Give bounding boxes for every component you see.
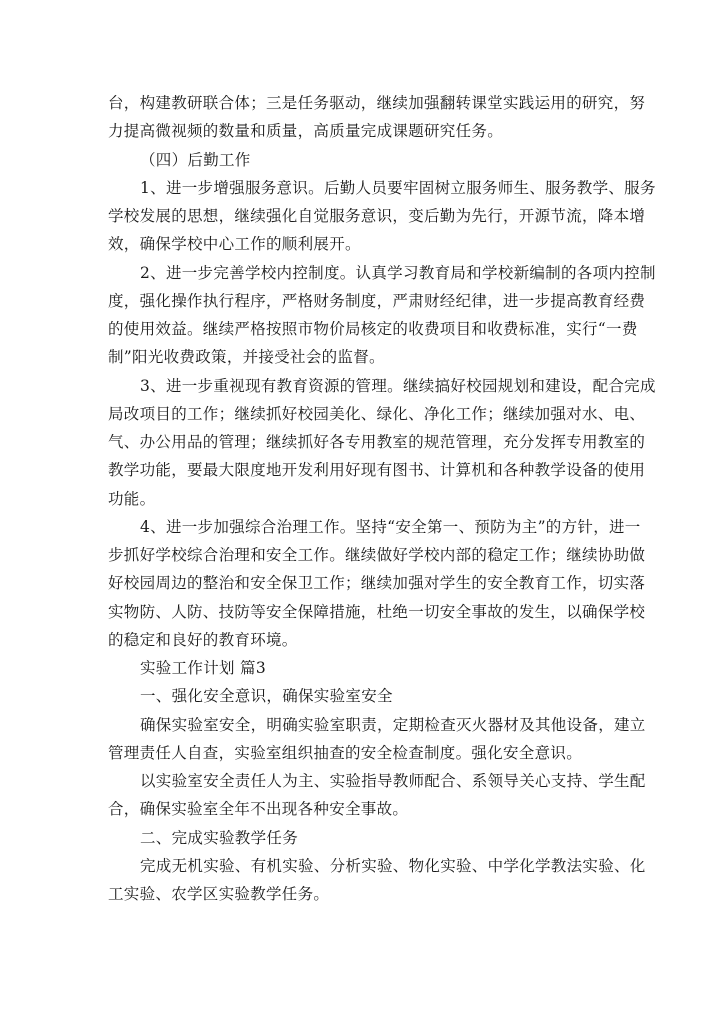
- text-line: 效，确保学校中心工作的顺利展开。: [108, 235, 361, 254]
- document-page: [108, 89, 656, 908]
- section-heading: 二、完成实验教学任务: [140, 828, 299, 847]
- text-line: 局改项目的工作；继续抓好校园美化、绿化、净化工作；继续加强对水、电、: [108, 404, 646, 423]
- text-line: 力提高微视频的数量和质量，高质量完成课题研究任务。: [108, 122, 504, 141]
- section-heading: （四）后勤工作: [140, 150, 251, 169]
- section-heading: 一、强化安全意识，确保实验室安全: [140, 687, 393, 706]
- text-line: 气、办公用品的管理；继续抓好各专用教室的规范管理，充分发挥专用教室的: [108, 433, 646, 451]
- text-line: 学校发展的思想，继续强化自觉服务意识，变后勤为先行，开源节流，降本增: [108, 207, 646, 225]
- text-line: 3、进一步重视现有教育资源的管理。继续搞好校园规划和建设，配合完成: [140, 376, 656, 395]
- text-line: 合，确保实验室全年不出现各种安全事故。: [108, 800, 409, 819]
- text-line: 4、进一步加强综合治理工作。坚持“安全第一、预防为主”的方针，进一: [140, 517, 641, 536]
- text-line: 功能。: [108, 489, 156, 508]
- text-line: 制”阳光收费政策，并接受社会的监督。: [108, 348, 385, 367]
- text-line: 度，强化操作执行程序，严格财务制度，严肃财经纪律，进一步提高教育经费: [108, 291, 646, 310]
- text-line: 的稳定和良好的教育环境。: [108, 630, 298, 649]
- text-line: 以实验室安全责任人为主、实验指导教师配合、系领导关心支持、学生配: [140, 772, 646, 790]
- text-line: 工实验、农学区实验教学任务。: [108, 885, 330, 903]
- text-line: 1、进一步增强服务意识。后勤人员要牢固树立服务师生、服务教学、服务: [140, 178, 656, 197]
- text-line: 台，构建教研联合体；三是任务驱动，继续加强翻转课堂实践运用的研究，努: [108, 94, 646, 112]
- text-line: 的使用效益。继续严格按照市物价局核定的收费项目和收费标准，实行“一费: [108, 320, 638, 338]
- text-line: 实物防、人防、技防等安全保障措施，杜绝一切安全事故的发生，以确保学校: [108, 602, 646, 621]
- text-line: 管理责任人自查，实验室组织抽查的安全检查制度。强化安全意识。: [108, 743, 583, 762]
- text-line: 步抓好学校综合治理和安全工作。继续做好学校内部的稳定工作；继续协助做: [108, 546, 646, 564]
- text-line: 确保实验室安全，明确实验室职责，定期检查灭火器材及其他设备，建立: [140, 715, 646, 734]
- text-line: 2、进一步完善学校内控制度。认真学习教育局和学校新编制的各项内控制: [140, 263, 656, 282]
- text-line: 完成无机实验、有机实验、分析实验、物化实验、中学化学教法实验、化: [140, 856, 646, 875]
- document-title: 实验工作计划 篇3: [140, 659, 266, 677]
- text-line: 好校园周边的整治和安全保卫工作；继续加强对学生的安全教育工作，切实落: [108, 574, 646, 593]
- text-line: 教学功能，要最大限度地开发利用好现有图书、计算机和各种教学设备的使用: [108, 461, 646, 480]
